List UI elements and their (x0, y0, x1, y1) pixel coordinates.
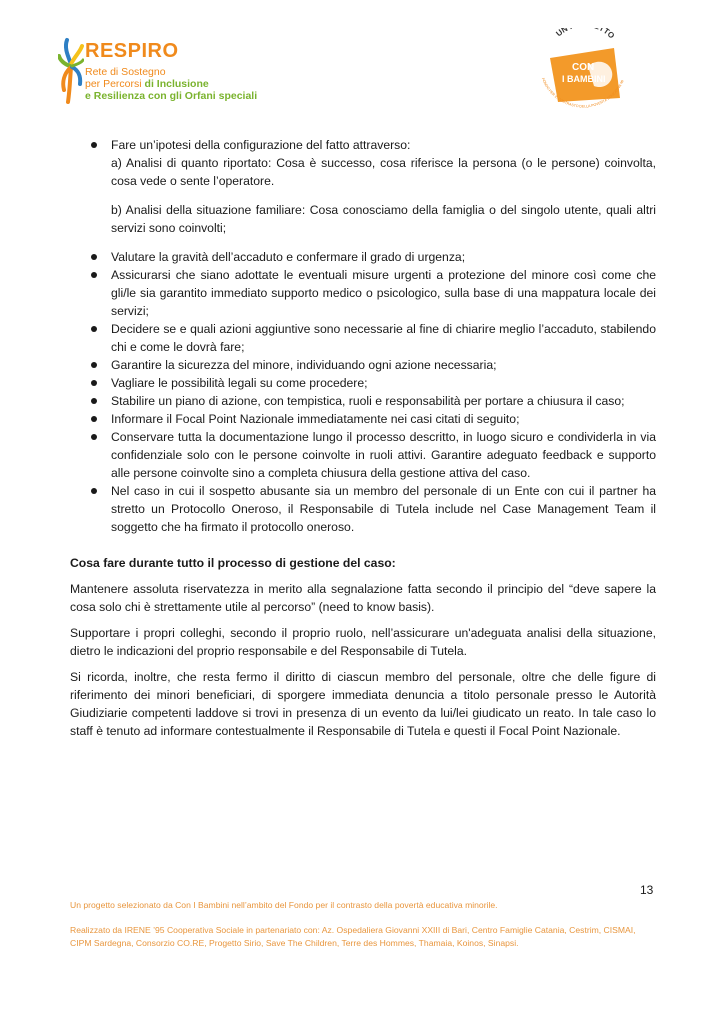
sunburst-icon (58, 34, 84, 108)
bullet-list-1 (70, 136, 656, 237)
paragraph: Si ricorda, inoltre, che resta fermo il diritto di ciascun membro del personale, oltre che delle figure di riferimento dei minori beneficiari, di sporgere immediata denuncia a titolo personale presso le Autorità Giudiziarie competenti laddove si trovi in presenza di un evento da lui/lei giudicato un reato. In tale caso lo staff è tenuto ad informare contestualmente il Responsabile di Tutela e questi il Focal Point Nazionale. (70, 670, 656, 738)
document-body (70, 136, 656, 748)
list-item: Informare il Focal Point Nazionale immediatamente nei casi citati di seguito; (70, 410, 656, 428)
right-logo-con: CON (572, 62, 595, 73)
list-item: Assicurarsi che siano adottate le eventuali misure urgenti a protezione del minore così come che gli/le sia garantito immediato supporto medico o psicologico, sulla base di una mappatura locale dei servizi; (70, 266, 656, 320)
list-item: Nel caso in cui il sospetto abusante sia un membro del personale di un Ente con cui il partner ha stretto un Protocollo Oneroso, il Responsabile di Tutela include nel Case Management Team il soggetto che ha firmato il protocollo oneroso. (70, 482, 656, 536)
respiro-sub-line-3: e Resilienza con gli Orfani speciali (85, 90, 258, 102)
list-item (70, 136, 656, 237)
con-i-bambini-logo (528, 28, 640, 108)
footer-line-1: Un progetto selezionato da Con I Bambini nell’ambito del Fondo per il contrasto della povertà educativa minorile. (70, 900, 498, 910)
respiro-logo (58, 34, 258, 112)
list-item: Vagliare le possibilità legali su come procedere; (70, 374, 656, 392)
respiro-subtitle (85, 66, 257, 102)
respiro-sub-line-2: per Percorsi di Inclusione (85, 78, 209, 90)
svg-text:UN PROGETTO (554, 28, 616, 40)
section-heading: Cosa fare durante tutto il processo di gestione del caso: (70, 556, 396, 570)
sub-item-b: b) Analisi della situazione familiare: Cosa conosciamo della famiglia o del singolo utente, quali altri servizi sono coinvolti; (111, 203, 656, 235)
bullet-list-2 (70, 248, 656, 536)
respiro-sub-line-1: Rete di Sostegno (85, 66, 166, 78)
bullet-text: Fare un’ipotesi della configurazione del fatto attraverso: (111, 138, 411, 152)
con-i-bambini-badge-icon (528, 28, 640, 108)
footer-line-2: Realizzato da IRENE ’95 Cooperativa Sociale in partenariato con: Az. Ospedaliera Giovanni XXIII di Bari, Centro Famiglie Catania, Cestrim, CISMAI, (70, 925, 636, 935)
respiro-title: RESPIRO (85, 40, 179, 62)
list-item: Conservare tutta la documentazione lungo il processo descritto, in luogo sicuro e condividerla in via confidenziale solo con le persone coinvolte in ruoli attivi. Garantire adeguato feedback e supporto alle persone coinvolte sino a completa chiusura della gestione attiva del caso. (70, 428, 656, 482)
list-item: Garantire la sicurezza del minore, individuando ogni azione necessaria; (70, 356, 656, 374)
list-item: Stabilire un piano di azione, con tempistica, ruoli e responsabilità per portare a chiusura il caso; (70, 392, 656, 410)
paragraph: Supportare i propri colleghi, secondo il proprio ruolo, nell’assicurare un'adeguata analisi della situazione, dietro le indicazioni del proprio responsabile e del Responsabile di Tutela. (70, 626, 656, 658)
right-logo-bambini: I BAMBINI (562, 74, 606, 84)
sub-item-a: a) Analisi di quanto riportato: Cosa è successo, cosa riferisce la persona (o le persone) coinvolta, cosa vede o sente l’operatore. (111, 156, 656, 188)
list-item: Decidere se e quali azioni aggiuntive sono necessarie al fine di chiarire meglio l’accaduto, stabilendo chi e come le dovrà fare; (70, 320, 656, 356)
footer-line-3: CIPM Sardegna, Consorzio CO.RE, Progetto Sirio, Save The Children, Terre des Hommes, Thamaia, Koinos, Sinapsi. (70, 938, 519, 948)
list-item: Valutare la gravità dell’accaduto e confermare il grado di urgenza; (70, 248, 656, 266)
right-logo-tagline: FONDO PER IL CONTRASTO DELLA POVERTÀ EDUCATIVA MI (540, 77, 625, 108)
paragraph: Mantenere assoluta riservatezza in merito alla segnalazione fatta secondo il principio del “deve sapere la cosa solo chi è strettamente utile al percorso” (need to know basis). (70, 582, 656, 614)
right-logo-top-text: UN TTO (554, 28, 617, 41)
page-number: 13 (640, 883, 654, 897)
